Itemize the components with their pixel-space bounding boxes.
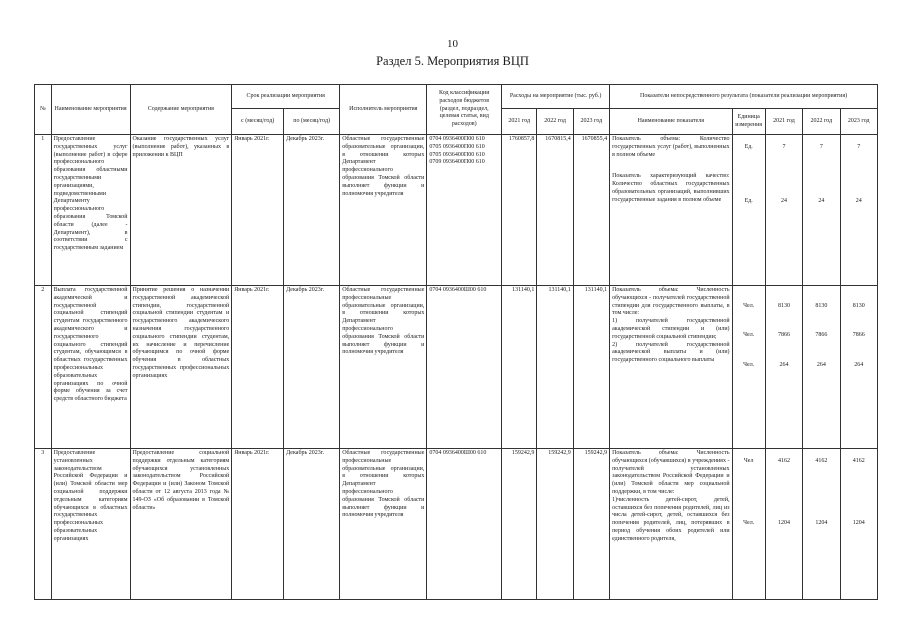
header-expense-2021: 2021 год	[502, 109, 537, 135]
row-indicator-names	[610, 449, 732, 600]
indicator-name: Показатель объема: Количество государственных услуг (работ), выполненных в полном объеме	[612, 136, 730, 158]
row-indicator-names	[610, 286, 732, 449]
section-title: Раздел 5. Мероприятия ВЦП	[376, 54, 529, 68]
indicator-value: 264	[854, 362, 864, 369]
table-row	[35, 135, 878, 286]
page-number: 10	[447, 38, 458, 50]
indicator-value: 24	[818, 197, 825, 204]
row-from: Январь 2021г.	[232, 135, 284, 286]
row-kbk	[427, 449, 502, 600]
row-ind-2021	[765, 286, 802, 449]
indicator-value: 4162	[777, 457, 790, 464]
indicator-value: 8130	[777, 302, 790, 309]
indicator-value: 24	[780, 197, 787, 204]
row-name: Предоставление государственных услуг (выполнение работ) в сфере профессионального образования областными государственными организациями, подведомственными Департаменту профессионального образования Томской области (далее - Департамент), в соответствии с государственным заданием	[51, 135, 130, 286]
header-kbk: Код классификации расходов бюджетов (раздел, подраздел, целевая статья, вид расходов)	[427, 85, 502, 135]
indicator-value: 7	[819, 143, 823, 150]
indicator-unit: Чел.	[743, 362, 755, 369]
row-from: Январь 2021г.	[232, 286, 284, 449]
indicator-value: 264	[779, 362, 789, 369]
row-ind-2022	[803, 449, 840, 600]
row-from: Январь 2021г.	[232, 449, 284, 600]
header-unit: Единица измерения	[732, 109, 765, 135]
header-name: Наименование мероприятия	[51, 85, 130, 135]
row-expense-2023: 159242,9	[573, 449, 609, 600]
indicator-value: 1204	[852, 519, 865, 526]
row-content: Предоставление социальной поддержки отдельным категориям обучающихся установленных законодательством Российской Федерации и (или) Законом Томской области от 12 августа 2013 года № 149-ОЗ «Об образовании в Томской области»	[130, 449, 232, 600]
header-expense-2022: 2022 год	[537, 109, 573, 135]
row-to: Декабрь 2023г.	[284, 449, 340, 600]
indicator-unit: Ед.	[744, 197, 753, 204]
row-content: Принятие решения о назначении государственной академической стипендии, государственной социальной стипендии студентам и государственного академического назначения государственного социального стипендии студентам, их начисление и перечисление обучающимся по очной форме обучения в областных государственных профессиональных организациях	[130, 286, 232, 449]
header-period-from: с (месяц/год)	[232, 109, 284, 135]
kbk-code: 0705 0936400П00 610	[429, 151, 485, 158]
indicator-value: 1204	[815, 519, 828, 526]
indicator-value: 7866	[852, 332, 865, 339]
table-row	[35, 449, 878, 600]
row-ind-2022	[803, 286, 840, 449]
row-units	[732, 286, 765, 449]
row-content: Оказание государственных услуг (выполнение работ), указанных в приложении к ВЦП	[130, 135, 232, 286]
row-expense-2023: 1670855,4	[573, 135, 609, 286]
row-expense-2021: 131140,1	[502, 286, 537, 449]
row-to: Декабрь 2023г.	[284, 286, 340, 449]
row-indicator-names	[610, 135, 732, 286]
indicator-value: 7	[857, 143, 861, 150]
indicator-value: 8130	[852, 302, 865, 309]
indicator-name: Показатель объема: Численность обучающихся - получателей государственной стипендии для государственного выплаты, в том числе:	[612, 287, 730, 317]
row-ind-2021	[765, 135, 802, 286]
header-indicators: Показатели непосредственного результата (показатели реализации мероприятия)	[610, 85, 878, 109]
indicator-name: 1) получателей государственной академической стипендии и (или) государственной социальной стипендии;	[612, 318, 730, 340]
row-name: Выплата государственной академической и государственной социальной стипендий студентам государственного академического и государственного социального стипендий студентам, обучающимся в областных государственных профессиональных образовательных организациях по очной форме обучения за счет средств областного бюджета	[51, 286, 130, 449]
row-expense-2022: 1670815,4	[537, 135, 573, 286]
header-executor: Исполнитель мероприятия	[340, 85, 427, 135]
row-name: Предоставление установленных законодательством Российской Федерации и (или) Томской области мер социальной поддержки отдельным категориям обучающихся в областных государственных профессиональных образовательных организациях	[51, 449, 130, 600]
header-content: Содержание мероприятия	[130, 85, 232, 135]
indicator-value: 7866	[777, 332, 790, 339]
row-ind-2023	[840, 286, 878, 449]
indicator-name: 1)численность детей-сирот, детей, оставшихся без попечения родителей, лиц из числа детей-сирот, детей, оставшихся без попечения родителей, лиц, потерявших в период обучения обоих родителей или единственного родителя,	[612, 496, 730, 542]
header-indicator-name: Наименование показателя	[610, 109, 732, 135]
indicator-unit: Чел.	[743, 332, 755, 339]
kbk-code: 0704 0936400Ш00 610	[429, 287, 487, 293]
row-ind-2023	[840, 135, 878, 286]
row-kbk	[427, 286, 502, 449]
indicator-value: 24	[855, 197, 862, 204]
kbk-code: 0705 0936400П00 610	[429, 143, 485, 150]
row-ind-2023	[840, 449, 878, 600]
row-executor: Областные государственные профессиональные образовательные организации, в отношении которых Департамент профессионального образования Томской области выполняет функции и полномочия учредителя	[340, 286, 427, 449]
row-expense-2021: 1760857,8	[502, 135, 537, 286]
indicator-unit: Чел.	[743, 519, 755, 526]
row-expense-2022: 159242,9	[537, 449, 573, 600]
row-expense-2023: 131140,1	[573, 286, 609, 449]
row-expense-2022: 131140,1	[537, 286, 573, 449]
header-expenses: Расходы на мероприятие (тыс. руб.)	[502, 85, 610, 109]
header-period: Срок реализации мероприятия	[232, 85, 340, 109]
table-row	[35, 286, 878, 449]
row-units	[732, 135, 765, 286]
kbk-code: 0709 0936400П00 610	[429, 159, 485, 166]
indicator-value: 8130	[815, 302, 828, 309]
header-period-to: по (месяц/год)	[284, 109, 340, 135]
indicator-value: 7	[782, 143, 786, 150]
row-executor: Областные государственные профессиональные образовательные организации, в отношении которых Департамент профессионального образования Томской области выполняет функции и полномочия учредителя	[340, 449, 427, 600]
row-num: 3	[35, 449, 52, 600]
indicator-value: 4162	[815, 457, 828, 464]
indicator-unit: Ед.	[744, 143, 753, 150]
indicator-value: 264	[816, 362, 826, 369]
indicator-value: 7866	[815, 332, 828, 339]
row-expense-2021: 159242,9	[502, 449, 537, 600]
row-to: Декабрь 2023г.	[284, 135, 340, 286]
indicator-value: 1204	[777, 519, 790, 526]
kbk-code: 0704 0936400Ш00 610	[429, 450, 487, 456]
header-row-1	[35, 85, 878, 109]
kbk-code: 0704 0936400П00 610	[429, 136, 485, 142]
row-ind-2022	[803, 135, 840, 286]
indicator-unit: Чел	[743, 457, 754, 464]
header-expense-2023: 2023 год	[573, 109, 609, 135]
indicator-name: Показатель характеризующий качество: Количество областных государственных образовательных организаций, выполнивших государственные задания в полном объеме	[612, 173, 730, 203]
events-table	[34, 84, 878, 600]
indicator-name: 2) получателей государственной академической выплаты и (или) государственного социального выплаты	[612, 341, 730, 364]
row-num: 2	[35, 286, 52, 449]
indicator-unit: Чел.	[743, 302, 755, 309]
row-executor: Областные государственные образовательные организации, в отношении которых Департамент профессионального образования Томской области выполняет функции и полномочия учредителя	[340, 135, 427, 286]
header-num: №	[35, 85, 52, 135]
row-ind-2021	[765, 449, 802, 600]
header-indicator-2022: 2022 год	[803, 109, 840, 135]
indicator-name: Показатель объема: Численность обучающихся (обучавшихся) в учреждениях - получателей установленных законодательством Российской Федерации и (или) Томской области мер социальной поддержки, в том числе:	[612, 450, 730, 495]
header-indicator-2023: 2023 год	[840, 109, 878, 135]
row-num: 1	[35, 135, 52, 286]
indicator-value: 4162	[852, 457, 865, 464]
row-units	[732, 449, 765, 600]
header-indicator-2021: 2021 год	[765, 109, 802, 135]
row-kbk	[427, 135, 502, 286]
